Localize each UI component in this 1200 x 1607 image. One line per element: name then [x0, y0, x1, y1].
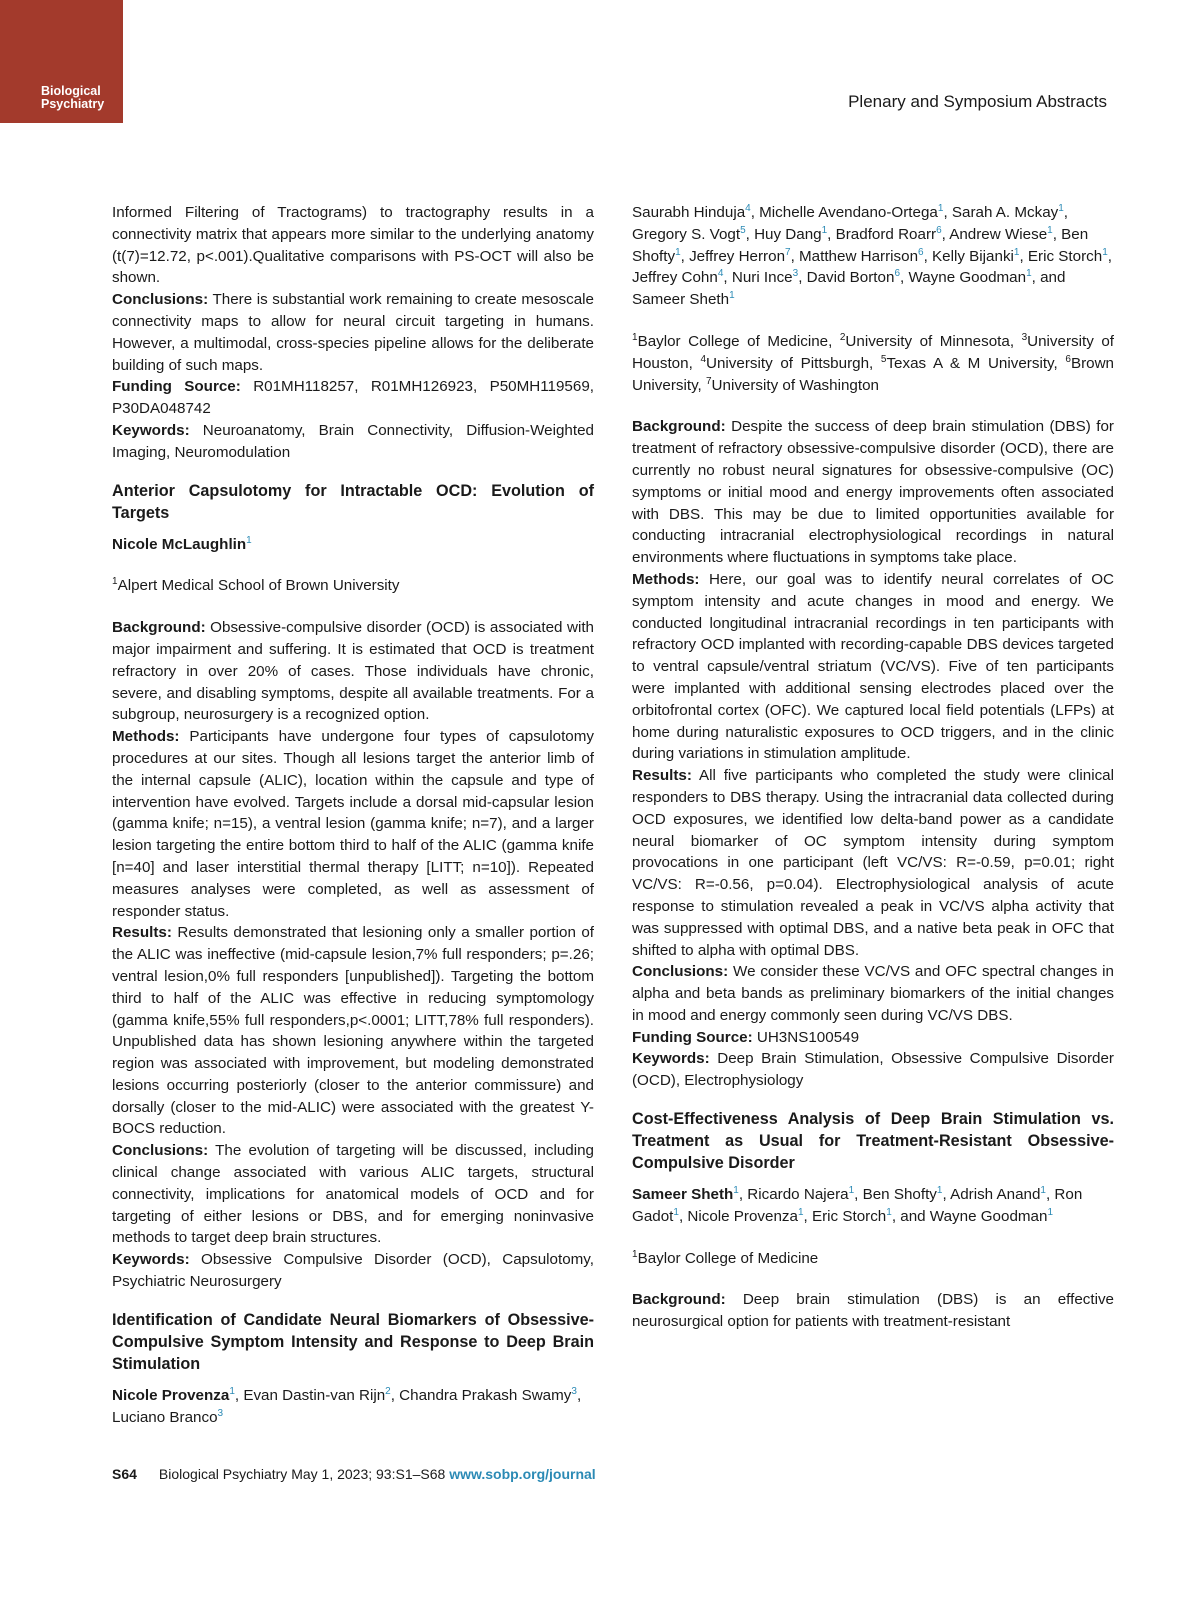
- affiliation-sup: 4: [700, 353, 706, 365]
- right-column: [632, 202, 1114, 1333]
- page-footer: [112, 1466, 596, 1482]
- capsulotomy-methods: [112, 726, 594, 922]
- conclusions-text: There is substantial work remaining to create mesoscale connectivity maps to allow for neural circuit targeting in humans. However, a multimodal, cross-species pipeline allows for the deliberate building of such maps.: [112, 291, 594, 374]
- biomarkers-funding: [632, 1027, 1114, 1049]
- author-sup: 1: [1102, 246, 1108, 258]
- affiliation-text: University of Houston,: [632, 332, 1114, 372]
- author-line-biomarkers: [112, 1385, 594, 1429]
- affiliation-text: Brown University,: [632, 354, 1114, 394]
- author-name: , Bradford Roarr: [827, 225, 937, 243]
- affiliation-sup: 5: [880, 353, 887, 365]
- background-label: Background:: [632, 418, 726, 436]
- prev-abstract-funding: [112, 376, 594, 420]
- affiliation-text: Baylor College of Medicine,: [637, 332, 840, 350]
- journal-badge-line1: Biological: [41, 84, 101, 98]
- author-sup: 1: [729, 290, 735, 302]
- biomarkers-keywords: [632, 1048, 1114, 1092]
- background-text: Obsessive-compulsive disorder (OCD) is associated with major impairment and suffering. It is estimated that OCD is treatment refractory in over 20% of cases. Those individuals have chronic, severe, and disabling symptoms, despite all available treatments. For a subgroup, neurosurgery is a recognized option.: [112, 619, 594, 724]
- author-name: , Luciano Branco: [112, 1386, 582, 1426]
- results-label: Results:: [112, 924, 172, 942]
- prev-abstract-keywords: [112, 420, 594, 464]
- author-sup: 1: [1013, 246, 1020, 258]
- author-name: , Jeffrey Cohn: [632, 247, 1112, 287]
- affiliation-sup: 1: [632, 331, 638, 343]
- capsulotomy-keywords: [112, 1249, 594, 1293]
- biomarkers-conclusions: [632, 961, 1114, 1026]
- author-sup: 7: [785, 246, 791, 258]
- author-name: , Adrish Anand: [942, 1186, 1041, 1204]
- conclusions-label: Conclusions:: [112, 291, 209, 309]
- first-author-sup: 1: [733, 1185, 739, 1197]
- keywords-label: Keywords:: [112, 421, 190, 439]
- author-sup: 1: [246, 534, 252, 546]
- author-line-cost-effectiveness: [632, 1184, 1114, 1228]
- keywords-label: Keywords:: [112, 1251, 190, 1269]
- author-name: , Gregory S. Vogt: [632, 204, 1069, 243]
- author-sup: 6: [894, 268, 900, 280]
- background-label: Background:: [112, 619, 206, 637]
- results-label: Results:: [632, 767, 692, 785]
- affiliations-biomarkers: [632, 331, 1114, 396]
- affiliation-sup: 1: [632, 1248, 638, 1260]
- author-name: , David Borton: [798, 269, 895, 287]
- conclusions-label: Conclusions:: [112, 1142, 209, 1160]
- funding-text: R01MH118257, R01MH126923, P50MH119569, P30DA048742: [112, 378, 594, 418]
- first-author-sup: 1: [229, 1385, 235, 1397]
- affiliation-cost-effectiveness: [632, 1248, 1114, 1270]
- methods-text: Participants have undergone four types of capsulotomy procedures at our sites. Though all lesions target the anterior limb of the internal capsule (ALIC), location within the capsule and type of intervention have evolved. Targets include a dorsal mid-capsular lesion (gamma knife; n=15), a ventral lesion (gamma knife; n=7), and a larger lesion targeting the entire bottom third to half of the ALIC (gamma knife [n=40] and laser interstitial thermal therapy [LITT; n=10]). Repeated measures analyses were completed, as well as assessment of responder status.: [112, 728, 594, 920]
- background-label: Background:: [632, 1291, 726, 1309]
- author-list-continued: [632, 202, 1114, 311]
- author-sup: 1: [1047, 224, 1053, 236]
- affiliation-sup: 3: [1021, 331, 1028, 343]
- affiliation-capsulotomy: [112, 575, 594, 597]
- author-sup: 5: [740, 224, 746, 236]
- author-name: , Nuri Ince: [723, 269, 793, 287]
- author-name: , Sarah A. Mckay: [943, 204, 1059, 221]
- author-sup: 1: [886, 1206, 892, 1218]
- conclusions-label: Conclusions:: [632, 963, 729, 981]
- keywords-text: Obsessive Compulsive Disorder (OCD), Capsulotomy, Psychiatric Neurosurgery: [112, 1251, 594, 1291]
- author-name: , Jeffrey Herron: [680, 247, 786, 265]
- author-name: , Wayne Goodman: [900, 269, 1027, 287]
- capsulotomy-results: [112, 922, 594, 1140]
- author-sup: 2: [385, 1385, 391, 1397]
- affiliation-sup: 7: [705, 375, 712, 387]
- author-name: , Ben Shofty: [632, 225, 1089, 265]
- methods-label: Methods:: [112, 728, 180, 746]
- author-sup: 4: [745, 202, 751, 214]
- methods-label: Methods:: [632, 570, 700, 588]
- funding-text: UH3NS100549: [752, 1028, 860, 1046]
- first-author-name: Nicole Provenza: [112, 1386, 230, 1404]
- author-sup: 1: [936, 1185, 943, 1197]
- author-sup: 3: [217, 1407, 224, 1419]
- author-name: , and Sameer Sheth: [632, 269, 1066, 309]
- journal-badge: [0, 0, 123, 123]
- prev-abstract-results-text: Informed Filtering of Tractograms) to tractography results in a connectivity matrix that appears more similar to the underlying anatomy (t(7)=12.72, p<.001).Qualitative comparisons with PS-OCT will also be shown.: [112, 204, 594, 287]
- author-name: , Andrew Wiese: [941, 225, 1048, 243]
- keywords-text: Neuroanatomy, Brain Connectivity, Diffusion-Weighted Imaging, Neuromodulation: [112, 421, 594, 461]
- author-name: , Ricardo Najera: [738, 1186, 849, 1204]
- author-sup: 3: [792, 268, 799, 280]
- author-sup: 1: [848, 1185, 855, 1197]
- journal-badge-line2: Psychiatry: [41, 97, 105, 111]
- section-header: Plenary and Symposium Abstracts: [848, 92, 1107, 111]
- affiliation-sup: 1: [112, 576, 118, 588]
- abstract-title-biomarkers: Identification of Candidate Neural Biomarkers of Obsessive-Compulsive Symptom Intensity and Response to Deep Brain Stimulation: [112, 1310, 594, 1373]
- author-sup: 1: [673, 1206, 679, 1218]
- background-text: Deep brain stimulation (DBS) is an effective neurosurgical option for patients with treatment-resistant: [632, 1291, 1114, 1331]
- conclusions-text: We consider these VC/VS and OFC spectral changes in alpha and beta bands as preliminary biomarkers of the initial changes in mood and energy commonly seen during VC/VS DBS.: [632, 963, 1114, 1024]
- cost-effectiveness-background: [632, 1289, 1114, 1333]
- author-sup: 4: [717, 268, 724, 280]
- author-sup: 6: [936, 224, 942, 236]
- first-author-name: Sameer Sheth: [632, 1186, 734, 1204]
- affiliation-sup: 6: [1065, 353, 1071, 365]
- abstract-title-cost-effectiveness: Cost-Effectiveness Analysis of Deep Brain Stimulation vs. Treatment as Usual for Treatment-Resistant Obsessive-Compulsive Disorder: [632, 1110, 1114, 1173]
- author-sup: 1: [821, 224, 828, 236]
- author-name: , Evan Dastin-van Rijn: [234, 1386, 386, 1404]
- author-sup: 1: [1047, 1206, 1053, 1218]
- funding-label: Funding Source:: [112, 378, 241, 396]
- affiliation-text: Texas A & M University,: [886, 354, 1066, 372]
- journal-link[interactable]: www.sobp.org/journal: [449, 1466, 596, 1482]
- author-name: Nicole McLaughlin: [112, 535, 247, 553]
- author-sup: 6: [918, 246, 924, 258]
- author-sup: 3: [571, 1385, 577, 1397]
- left-column: [112, 202, 594, 1428]
- author-sup: 1: [675, 246, 681, 258]
- affiliation-text: University of Minnesota,: [845, 332, 1022, 350]
- author-name: , Eric Storch: [803, 1207, 887, 1225]
- author-name: , Huy Dang: [745, 225, 822, 243]
- funding-label: Funding Source:: [632, 1028, 753, 1046]
- author-line-capsulotomy: [112, 534, 594, 556]
- biomarkers-results: [632, 765, 1114, 961]
- author-sup: 1: [797, 1206, 804, 1218]
- affiliation-text: University of Pittsburgh,: [706, 354, 881, 372]
- methods-text: Here, our goal was to identify neural correlates of OC symptom intensity and acute changes in mood and energy. We conducted longitudinal intracranial recordings in ten participants with refractory OCD implanted with recording-capable DBS devices targeted to ventral capsule/ventral striatum (VC/VS). Five of ten participants were implanted with additional sensing electrodes placed over the orbitofrontal cortex (OFC). We captured local field potentials (LFPs) at home during naturalistic exposures to OCD triggers, and in the clinic during variations in stimulation amplitude.: [632, 570, 1114, 763]
- affiliation-sup: 2: [839, 331, 846, 343]
- author-name: , Nicole Provenza: [678, 1207, 798, 1225]
- page-number: S64: [112, 1466, 137, 1482]
- background-text: Despite the success of deep brain stimulation (DBS) for treatment of refractory obsessive-compulsive disorder (OCD), there are currently no robust neural signatures for obsessive-compulsive (OC) symptoms or initial mood and energy improvements often associated with DBS. This may be due to limited opportunities available for conducting intracranial electrophysiological recordings in natural environments where fluctuations in symptoms take place.: [632, 418, 1114, 567]
- author-sup: 1: [937, 202, 944, 214]
- keywords-text: Deep Brain Stimulation, Obsessive Compulsive Disorder (OCD), Electrophysiology: [632, 1050, 1114, 1090]
- biomarkers-methods: [632, 569, 1114, 765]
- author-name: , and Wayne Goodman: [891, 1207, 1048, 1225]
- prev-abstract-conclusions: [112, 289, 594, 376]
- author-name: , Ben Shofty: [854, 1186, 937, 1204]
- biomarkers-background: [632, 416, 1114, 569]
- author-name: Saurabh Hinduja: [632, 204, 746, 221]
- author-name: , Kelly Bijanki: [923, 247, 1014, 265]
- author-name: , Eric Storch: [1019, 247, 1103, 265]
- citation: Biological Psychiatry May 1, 2023; 93:S1–S68: [158, 1466, 450, 1482]
- results-text: All five participants who completed the study were clinical responders to DBS therapy. Using the intracranial data collected during OCD exposures, we identified low delta-band power as a candidate neural biomarker of OC symptom intensity during symptom provocations in one participant (left VC/VS: R=-0.59, p=0.01; right VC/VS: R=-0.56, p=0.04). Electrophysiological analysis of acute response to stimulation revealed a peak in VC/VS alpha activity that was suppressed with optimal DBS, and a native beta peak in OFC that shifted to alpha with optimal DBS.: [632, 767, 1114, 959]
- affiliation-text: University of Washington: [711, 376, 879, 394]
- author-name: , Michelle Avendano-Ortega: [750, 204, 938, 221]
- results-text: Results demonstrated that lesioning only a smaller portion of the ALIC was ineffective (mid-capsule lesion,7% full responders; p=.26; ventral lesion,0% full responders [unpublished]). Targeting the bottom third to half of the ALIC was effective in reducing symptomology (gamma knife,55% full responders,p<.0001; LITT,78% full responders). Unpublished data has shown lesioning anywhere within the targeted region was associated with improvement, but modeling demonstrated lesions occurring posteriorly (closer to the anterior commissure) and dorsally (closer to the mid-ALIC) were associated with the greatest Y-BOCS reduction.: [112, 924, 594, 1138]
- author-name: , Ron Gadot: [632, 1186, 1083, 1225]
- affiliation-text: Alpert Medical School of Brown University: [117, 577, 400, 595]
- abstract-title-capsulotomy: Anterior Capsulotomy for Intractable OCD: Evolution of Targets: [112, 481, 594, 522]
- capsulotomy-background: [112, 617, 594, 726]
- author-sup: 1: [1058, 202, 1064, 214]
- affiliation-text: Baylor College of Medicine: [637, 1249, 819, 1267]
- conclusions-text: The evolution of targeting will be discussed, including clinical change associated with various ALIC targets, structural connectivity, implications for anatomical models of OCD and for targeting of either lesions or DBS, and for emerging noninvasive methods to target deep brain structures.: [112, 1142, 594, 1247]
- author-sup: 1: [1040, 1185, 1046, 1197]
- author-name: , Matthew Harrison: [790, 247, 919, 265]
- author-sup: 1: [1026, 268, 1032, 280]
- capsulotomy-conclusions: [112, 1140, 594, 1249]
- keywords-label: Keywords:: [632, 1050, 710, 1068]
- author-name: , Chandra Prakash Swamy: [390, 1386, 572, 1404]
